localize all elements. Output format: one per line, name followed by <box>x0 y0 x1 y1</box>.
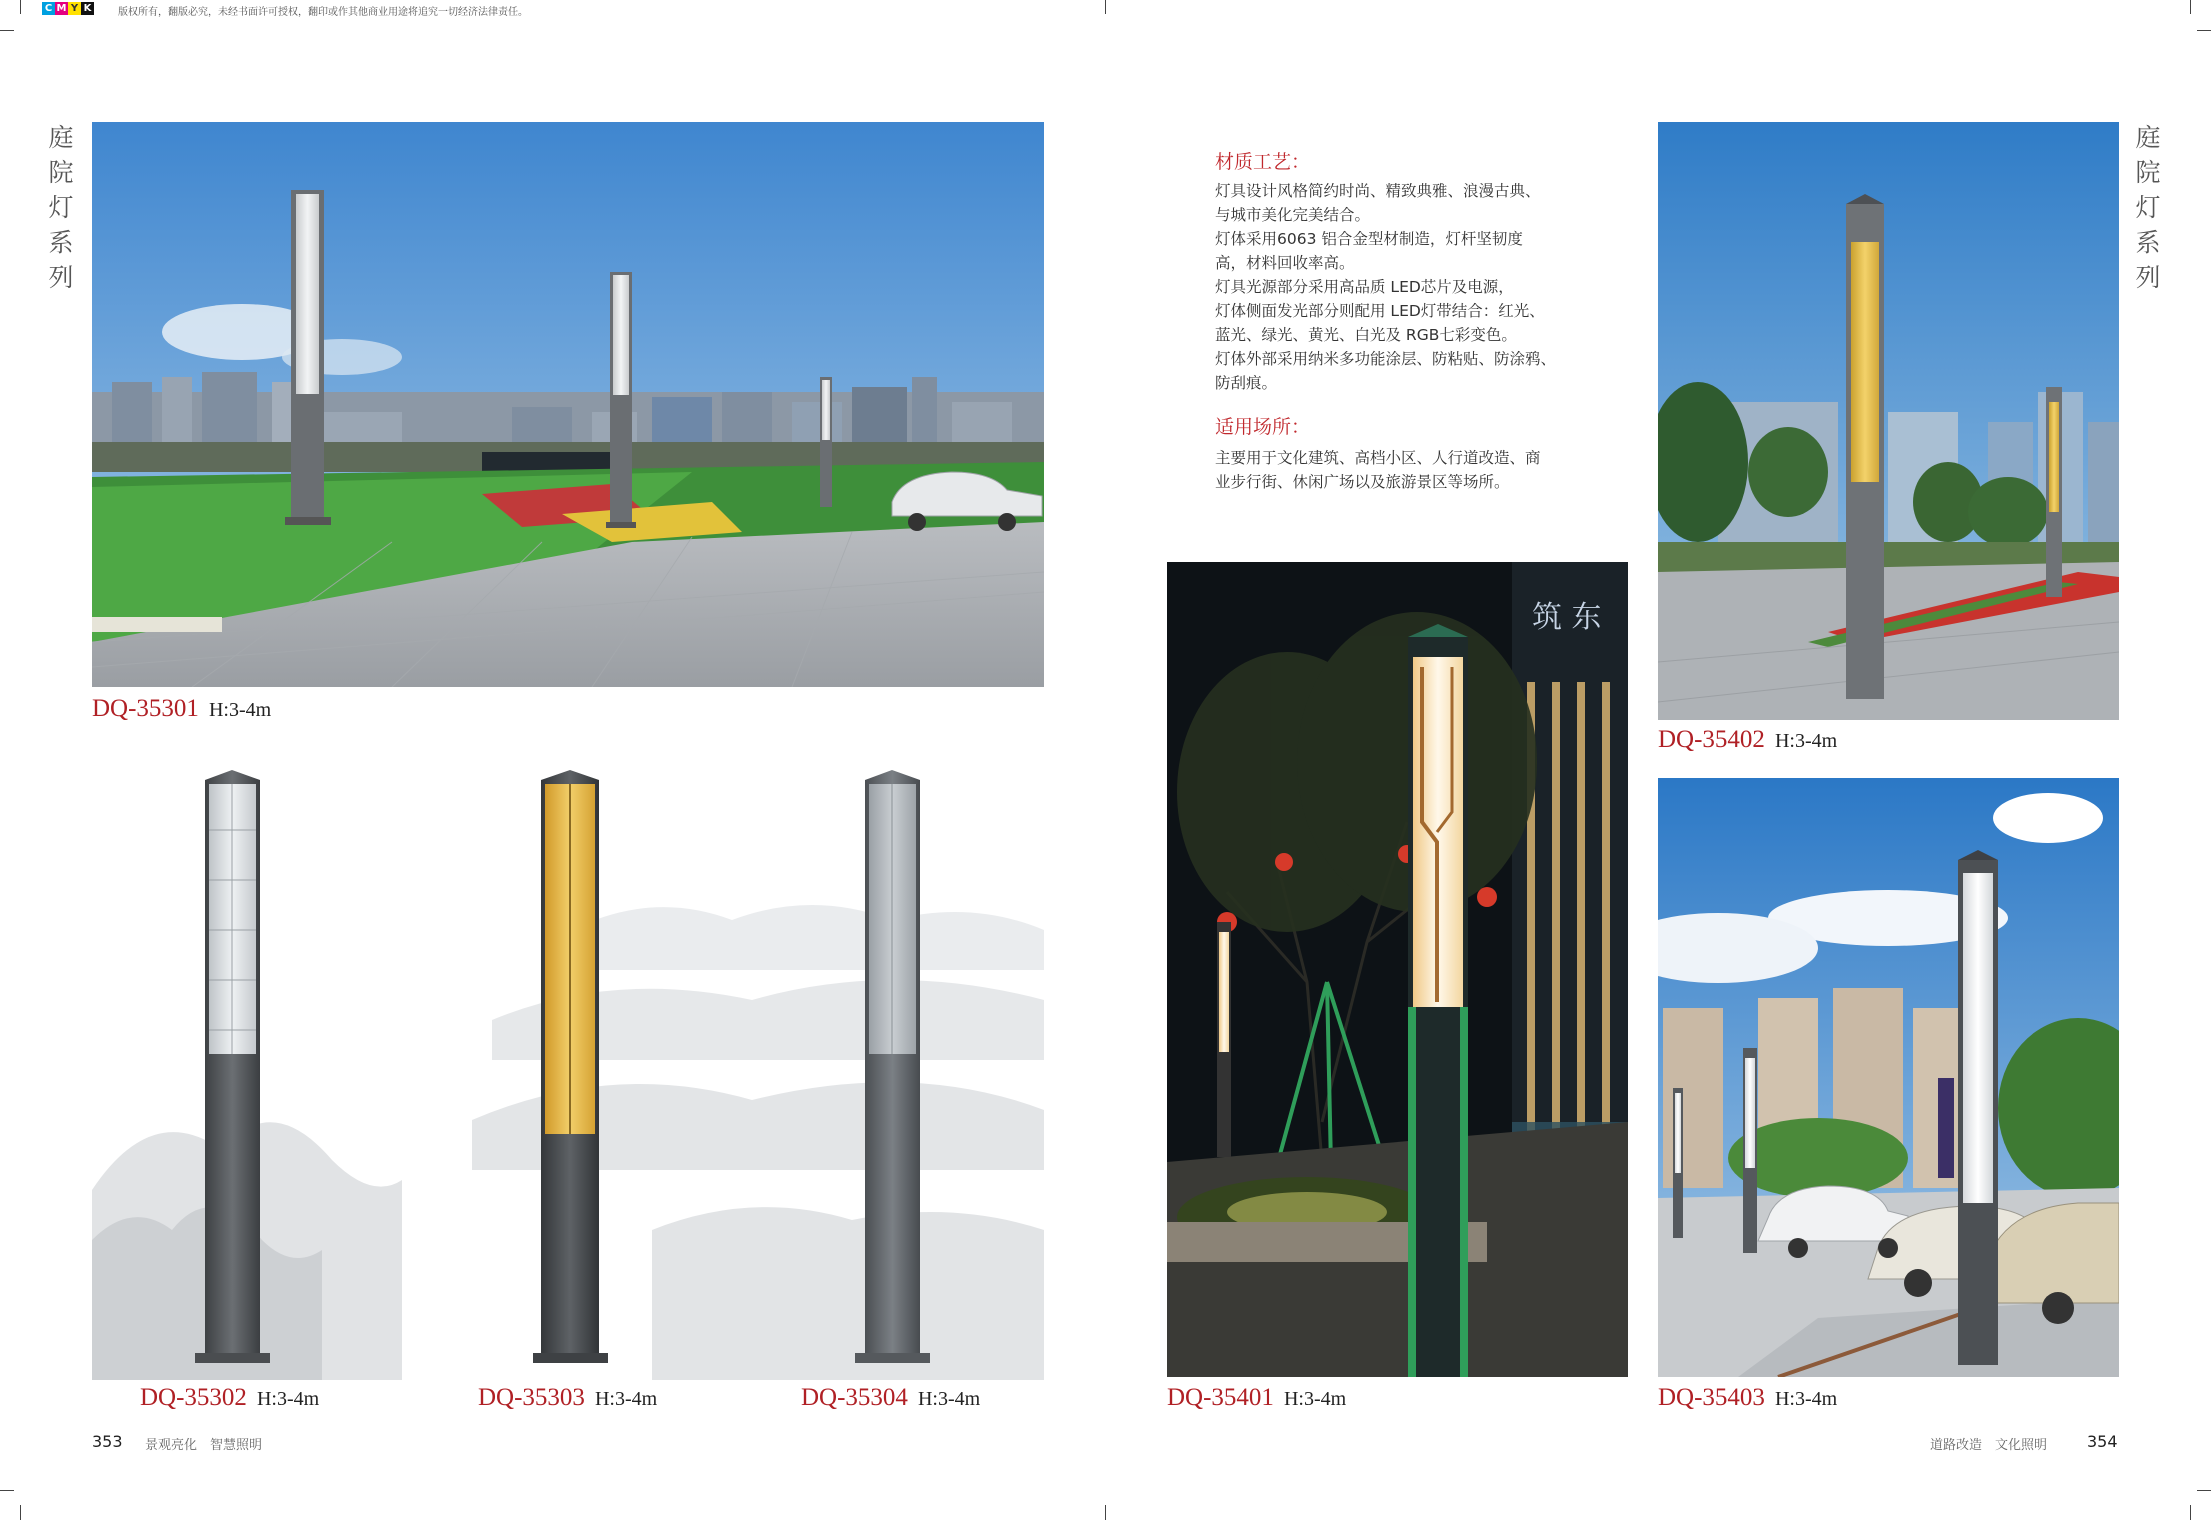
cmyk-c: C <box>42 2 55 15</box>
product-photo-dq-35304 <box>855 770 930 1365</box>
material-line: 灯体外部采用纳米多功能涂层、防粘贴、防涂鸦、 <box>1215 350 1557 368</box>
crop-mark <box>2190 1505 2191 1520</box>
page-number-left: 353 <box>92 1432 123 1451</box>
crop-mark <box>2197 1490 2211 1491</box>
product-photo-dq-35403 <box>1658 778 2119 1377</box>
cmyk-color-bar <box>42 2 94 15</box>
crop-mark <box>2197 30 2211 31</box>
caption-dq-35304 <box>801 1384 980 1412</box>
crop-mark <box>1105 0 1106 14</box>
caption-dq-35301 <box>92 695 271 723</box>
product-photo-dq-35401 <box>1167 562 1628 1377</box>
title-char: 列 <box>2135 263 2161 292</box>
caption-dq-35302 <box>140 1384 319 1412</box>
product-code: DQ-35301 <box>92 695 199 722</box>
title-char: 庭 <box>48 123 74 152</box>
right-vertical-title <box>2133 120 2163 295</box>
page-number-right: 354 <box>2087 1432 2118 1451</box>
caption-dq-35303 <box>478 1384 657 1412</box>
material-line: 灯体侧面发光部分则配用 LED灯带结合：红光、 <box>1215 302 1545 320</box>
product-height: H:3-4m <box>1774 1388 1838 1410</box>
material-line: 灯体采用6063 铝合金型材制造，灯杆坚韧度 <box>1215 230 1523 248</box>
cmyk-m: M <box>56 3 67 14</box>
product-height: H:3-4m <box>1283 1388 1347 1410</box>
material-description <box>1215 179 1556 395</box>
title-char: 灯 <box>2135 193 2161 222</box>
material-line: 蓝光、绿光、黄光、白光及 RGB七彩变色。 <box>1215 326 1517 344</box>
usage-line: 主要用于文化建筑、高档小区、人行道改造、商 <box>1215 449 1541 467</box>
cmyk-y: Y <box>68 2 81 15</box>
crop-mark <box>1105 1505 1106 1520</box>
caption-dq-35401 <box>1167 1384 1346 1412</box>
material-heading: 材质工艺： <box>1215 151 1311 173</box>
product-height: H:3-4m <box>256 1388 320 1410</box>
title-char: 灯 <box>48 193 74 222</box>
material-line: 防刮痕。 <box>1215 374 1278 392</box>
copyright-notice: 版权所有，翻版必究，未经书面许可授权，翻印或作其他商业用途将追究一切经济法律责任。 <box>118 7 528 18</box>
crop-mark <box>0 30 14 31</box>
product-photo-dq-35301 <box>92 122 1044 687</box>
product-height: H:3-4m <box>208 699 272 721</box>
usage-description <box>1215 446 1541 494</box>
material-line: 与城市美化完美结合。 <box>1215 206 1371 224</box>
product-code: DQ-35403 <box>1658 1384 1765 1411</box>
title-char: 系 <box>2135 228 2161 257</box>
footer-slogan-left: 景观亮化 智慧照明 <box>145 1438 263 1453</box>
material-line: 灯具光源部分采用高品质 LED芯片及电源， <box>1215 278 1514 296</box>
product-height: H:3-4m <box>594 1388 658 1410</box>
product-code: DQ-35302 <box>140 1384 247 1411</box>
product-code: DQ-35402 <box>1658 726 1765 753</box>
crop-mark <box>20 1505 21 1520</box>
title-char: 院 <box>2135 158 2161 187</box>
product-height: H:3-4m <box>917 1388 981 1410</box>
product-photo-dq-35402 <box>1658 122 2119 720</box>
crop-mark <box>0 1490 14 1491</box>
usage-heading: 适用场所： <box>1215 416 1311 438</box>
product-code: DQ-35304 <box>801 1384 908 1411</box>
product-code: DQ-35401 <box>1167 1384 1274 1411</box>
product-photo-dq-35302 <box>195 770 270 1365</box>
crop-mark <box>20 0 21 14</box>
product-height: H:3-4m <box>1774 730 1838 752</box>
svg-text:筑 东: 筑 东 <box>1532 600 1602 635</box>
material-line: 灯具设计风格简约时尚、精致典雅、浪漫古典、 <box>1215 182 1541 200</box>
title-char: 庭 <box>2135 123 2161 152</box>
caption-dq-35403 <box>1658 1384 1837 1412</box>
crop-mark <box>2190 0 2191 14</box>
footer-slogan-right: 道路改造 文化照明 <box>1930 1438 2048 1453</box>
title-char: 系 <box>48 228 74 257</box>
product-photo-dq-35303 <box>533 770 608 1365</box>
caption-dq-35402 <box>1658 726 1837 754</box>
title-char: 院 <box>48 158 74 187</box>
material-line: 高，材料回收率高。 <box>1215 254 1355 272</box>
product-code: DQ-35303 <box>478 1384 585 1411</box>
usage-line: 业步行街、休闲广场以及旅游景区等场所。 <box>1215 473 1510 491</box>
left-vertical-title <box>46 120 76 295</box>
title-char: 列 <box>48 263 74 292</box>
cmyk-k: K <box>81 2 94 15</box>
